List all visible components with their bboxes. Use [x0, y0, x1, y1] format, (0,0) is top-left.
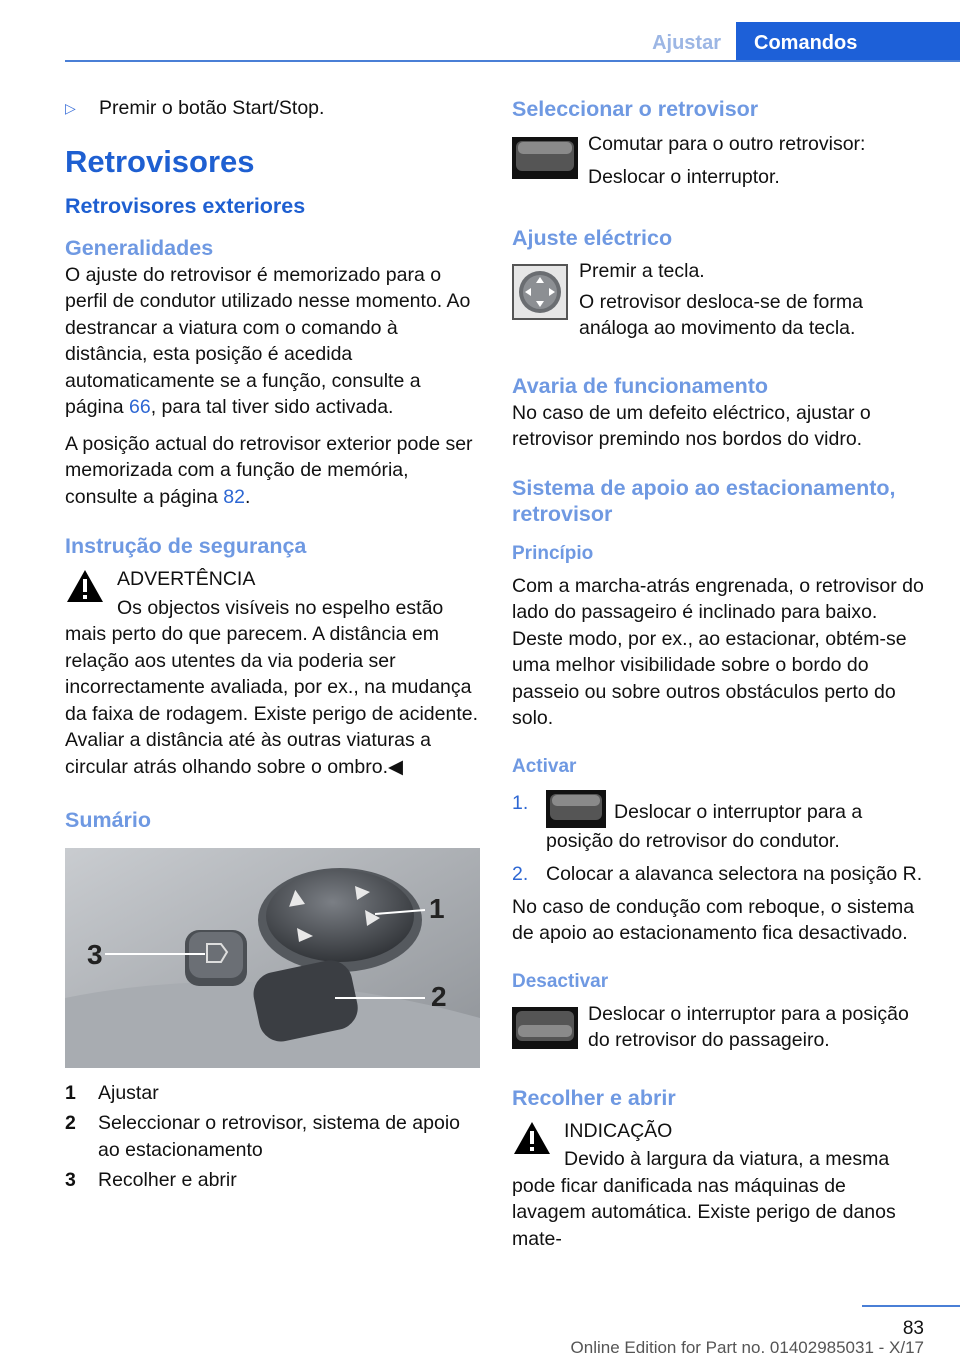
legend-list — [65, 1080, 480, 1194]
sumario-heading: Sumário — [65, 808, 152, 832]
rocker-switch-icon — [512, 1007, 578, 1049]
tab-comandos[interactable]: Comandos — [736, 22, 960, 62]
mirror-control-photo — [65, 848, 480, 1068]
seguranca-heading: Instrução de segurança — [65, 534, 307, 558]
section-title: Retrovisores — [65, 143, 255, 179]
principio-text: Com a marcha-atrás engrenada, o retrovisor do lado do passageiro é inclinado para baixo. Deste modo, por ex., ao estacionar, obtém-se uma melhor visibilidade sobre o bordo do passeio ou sobre outros obstáculos perto do solo. — [512, 574, 924, 729]
reboque-text: No caso de condução com reboque, o sistema de apoio ao estacionamento fica desactivado. — [512, 895, 915, 944]
bullet-text: Premir o botão Start/Stop. — [99, 97, 325, 119]
legend-item: 1 Ajustar — [65, 1082, 159, 1104]
warning-triangle-icon — [65, 568, 105, 604]
triangle-bullet-icon: ▷ — [65, 100, 76, 116]
seleccionar-heading: Seleccionar o retrovisor — [512, 97, 759, 121]
right-column — [512, 95, 924, 1252]
step-item: 2. Colocar a alavanca selectora na posição R. — [512, 862, 923, 885]
note-block — [512, 1118, 924, 1253]
tab-ajustar[interactable]: Ajustar — [652, 32, 721, 54]
callout-3: 3 — [87, 939, 103, 970]
note-text: Devido à largura da viatura, a mesma pode ficar danificada nas máquinas de lavagem automática. Existe perigo de danos mate- — [512, 1148, 896, 1250]
desactivar-block: Deslocar o interruptor para a posição do retrovisor do passageiro. — [512, 1001, 924, 1054]
ajuste-block: Premir a tecla. O retrovisor desloca-se de forma análoga ao movimento da tecla. — [512, 258, 924, 342]
warning-block — [65, 566, 480, 780]
page-link-66[interactable]: 66 — [128, 396, 151, 418]
footer-edition: Online Edition for Part no. 01402985031 - X/17 — [570, 1338, 924, 1357]
bullet-item — [65, 95, 480, 122]
section-subtitle: Retrovisores exteriores — [65, 193, 306, 218]
recolher-heading: Recolher e abrir — [512, 1085, 676, 1110]
callout-2: 2 — [431, 981, 447, 1012]
principio-heading: Princípio — [512, 542, 594, 564]
page-header — [0, 0, 960, 62]
avaria-heading: Avaria de funcionamento — [512, 373, 769, 398]
step-item: 1. Deslocar o interruptor para a posição do retrovisor do condutor. — [512, 791, 863, 852]
legend-item: 2 Seleccionar o retrovisor, sistema de apoio ao estacionamento — [65, 1112, 461, 1161]
callout-1: 1 — [429, 893, 445, 924]
seleccionar-block: Comutar para o outro retrovisor: Deslocar o interruptor. — [512, 131, 924, 190]
avaria-text: No caso de um defeito eléctrico, ajustar o retrovisor premindo nos bordos do vidro. — [512, 401, 871, 450]
page-link-82[interactable]: 82 — [223, 485, 245, 508]
sistema-heading: Sistema de apoio ao estacionamento, retrovisor — [512, 475, 896, 526]
generalidades-heading: Generalidades — [65, 235, 214, 260]
joystick-button-icon — [512, 264, 568, 320]
warning-triangle-icon — [512, 1120, 552, 1156]
generalidades-paragraph-1: O ajuste do retrovisor é memorizado para o perfil de condutor utilizado nesse momento. Ao destrancar a viatura com o comando à distância, esta posição é acedida automaticamente se a função, consulte a página 66, para tal tiver sido activada. — [65, 263, 471, 418]
desactivar-heading: Desactivar — [512, 970, 609, 992]
warning-text: Os objectos visíveis no espelho estão mais perto do que parecem. A distância em relação aos utentes da via poderia ser incorrectamente avaliada, por ex., na mudança da faixa de rodagem. Existe perigo de acidente. Avaliar a distância até às outras viaturas a circular atrás olhando sobre o ombro.◀ — [65, 596, 479, 778]
footer-rule — [862, 1305, 960, 1307]
header-rule — [65, 60, 960, 62]
page-number: 83 — [902, 1318, 924, 1339]
rocker-switch-icon — [512, 137, 578, 179]
legend-item: 3 Recolher e abrir — [65, 1169, 237, 1191]
note-label: INDICAÇÃO — [564, 1119, 673, 1142]
warning-label: ADVERTÊNCIA — [117, 568, 256, 590]
generalidades-paragraph-2: A posição actual do retrovisor exterior pode ser memorizada com a função de memória, consulte a página 82. — [65, 432, 473, 508]
left-column — [65, 95, 480, 1197]
rocker-switch-icon — [546, 790, 606, 828]
activar-heading: Activar — [512, 755, 577, 777]
ajuste-heading: Ajuste eléctrico — [512, 226, 673, 250]
